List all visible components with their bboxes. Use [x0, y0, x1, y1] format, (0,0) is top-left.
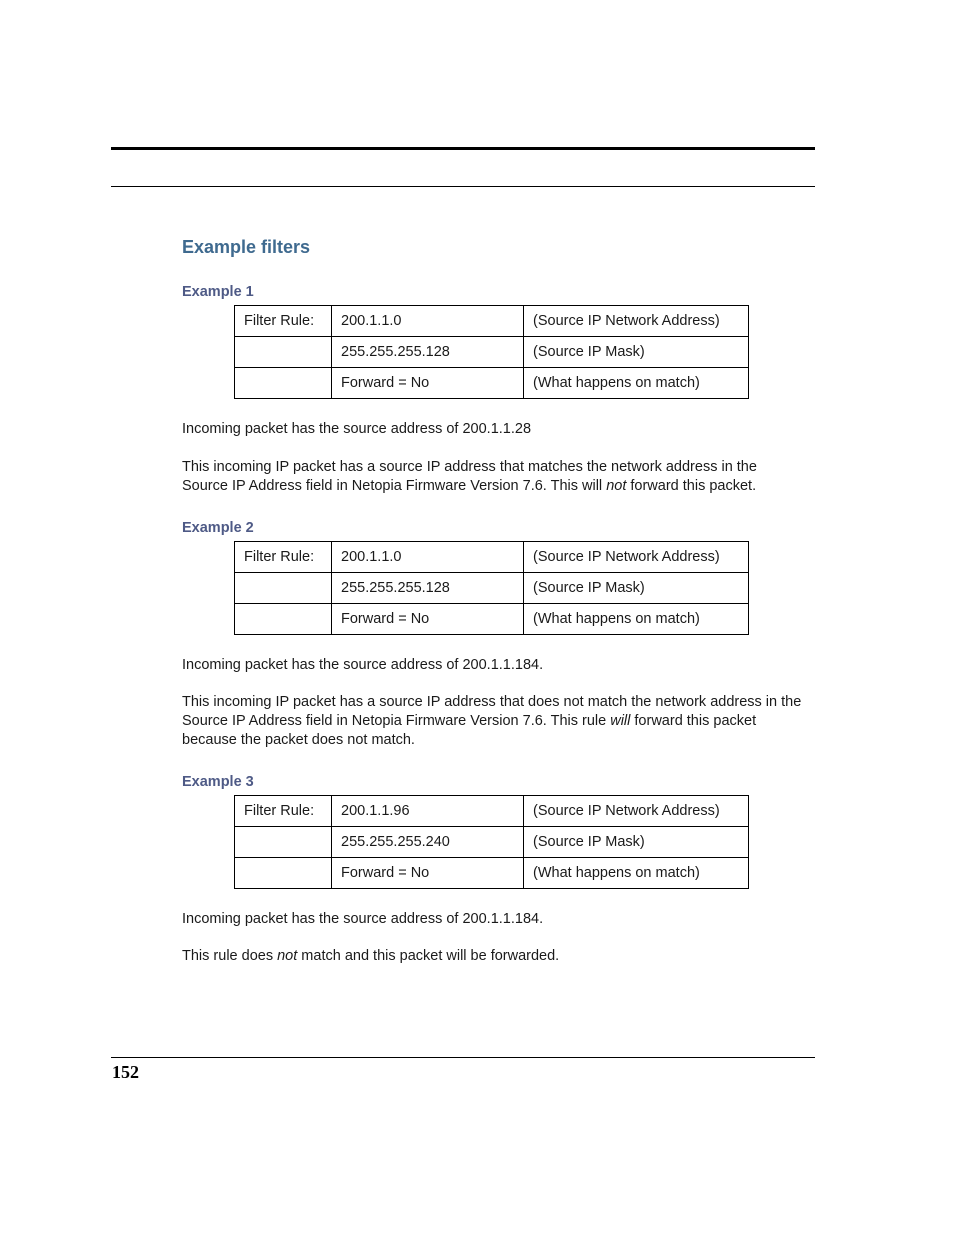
network-address-value: 200.1.1.96 [332, 796, 524, 827]
page-number: 152 [112, 1062, 139, 1082]
example-1-heading: Example 1 [182, 284, 254, 300]
empty-cell [235, 368, 332, 399]
forward-description: (What happens on match) [524, 604, 749, 635]
explanation-text: This incoming IP packet has a source IP address that does not match the network address in the Source IP Address field in Netopia Firmware Version 7.6. This rule [182, 694, 802, 729]
mask-description: (Source IP Mask) [524, 573, 749, 604]
network-address-description: (Source IP Network Address) [524, 306, 749, 337]
table-row [235, 368, 749, 399]
empty-cell [235, 573, 332, 604]
table-row [235, 858, 749, 889]
table-row [235, 542, 749, 573]
table-row [235, 337, 749, 368]
forward-value: Forward = No [332, 368, 524, 399]
example-3-incoming-text: Incoming packet has the source address of 200.1.1.184. [182, 911, 544, 927]
example-2-incoming-text: Incoming packet has the source address of 200.1.1.184. [182, 657, 544, 673]
table-row [235, 796, 749, 827]
forward-value: Forward = No [332, 604, 524, 635]
explanation-emphasis: will [610, 713, 631, 729]
explanation-text: match and this packet will be forwarded. [297, 948, 560, 964]
filter-rule-label: Filter Rule: [235, 796, 332, 827]
footer-rule [111, 1057, 815, 1058]
mask-value: 255.255.255.128 [332, 573, 524, 604]
explanation-emphasis: not [606, 478, 627, 494]
forward-value: Forward = No [332, 858, 524, 889]
example-2-explanation [182, 693, 802, 750]
table-row [235, 604, 749, 635]
network-address-description: (Source IP Network Address) [524, 542, 749, 573]
explanation-text: forward this packet. [626, 478, 757, 494]
mask-value: 255.255.255.240 [332, 827, 524, 858]
example-3-heading: Example 3 [182, 774, 254, 790]
section-title: Example filters [182, 237, 311, 257]
mask-description: (Source IP Mask) [524, 827, 749, 858]
empty-cell [235, 337, 332, 368]
empty-cell [235, 604, 332, 635]
explanation-text: This incoming IP packet has a source IP address that matches the network address in the Source IP Address field in Netopia Firmware Version 7.6. This will [182, 459, 757, 494]
explanation-emphasis: not [277, 948, 298, 964]
header-rule-thick [111, 147, 815, 150]
example-3-explanation [182, 947, 802, 966]
example-1-incoming-text: Incoming packet has the source address of 200.1.1.28 [182, 421, 532, 437]
example-2-heading: Example 2 [182, 520, 254, 536]
filter-rule-label: Filter Rule: [235, 542, 332, 573]
filter-rule-label: Filter Rule: [235, 306, 332, 337]
mask-description: (Source IP Mask) [524, 337, 749, 368]
network-address-description: (Source IP Network Address) [524, 796, 749, 827]
example-3-filter-table [234, 795, 749, 889]
table-row [235, 573, 749, 604]
forward-description: (What happens on match) [524, 858, 749, 889]
example-1-explanation [182, 458, 802, 496]
table-row [235, 827, 749, 858]
example-1-filter-table [234, 305, 749, 399]
network-address-value: 200.1.1.0 [332, 542, 524, 573]
table-row [235, 306, 749, 337]
header-rule-thin [111, 186, 815, 187]
network-address-value: 200.1.1.0 [332, 306, 524, 337]
mask-value: 255.255.255.128 [332, 337, 524, 368]
explanation-text: forward this packet because the packet does not match. [182, 713, 757, 748]
empty-cell [235, 858, 332, 889]
example-2-filter-table [234, 541, 749, 635]
forward-description: (What happens on match) [524, 368, 749, 399]
empty-cell [235, 827, 332, 858]
explanation-text: This rule does [182, 948, 278, 964]
